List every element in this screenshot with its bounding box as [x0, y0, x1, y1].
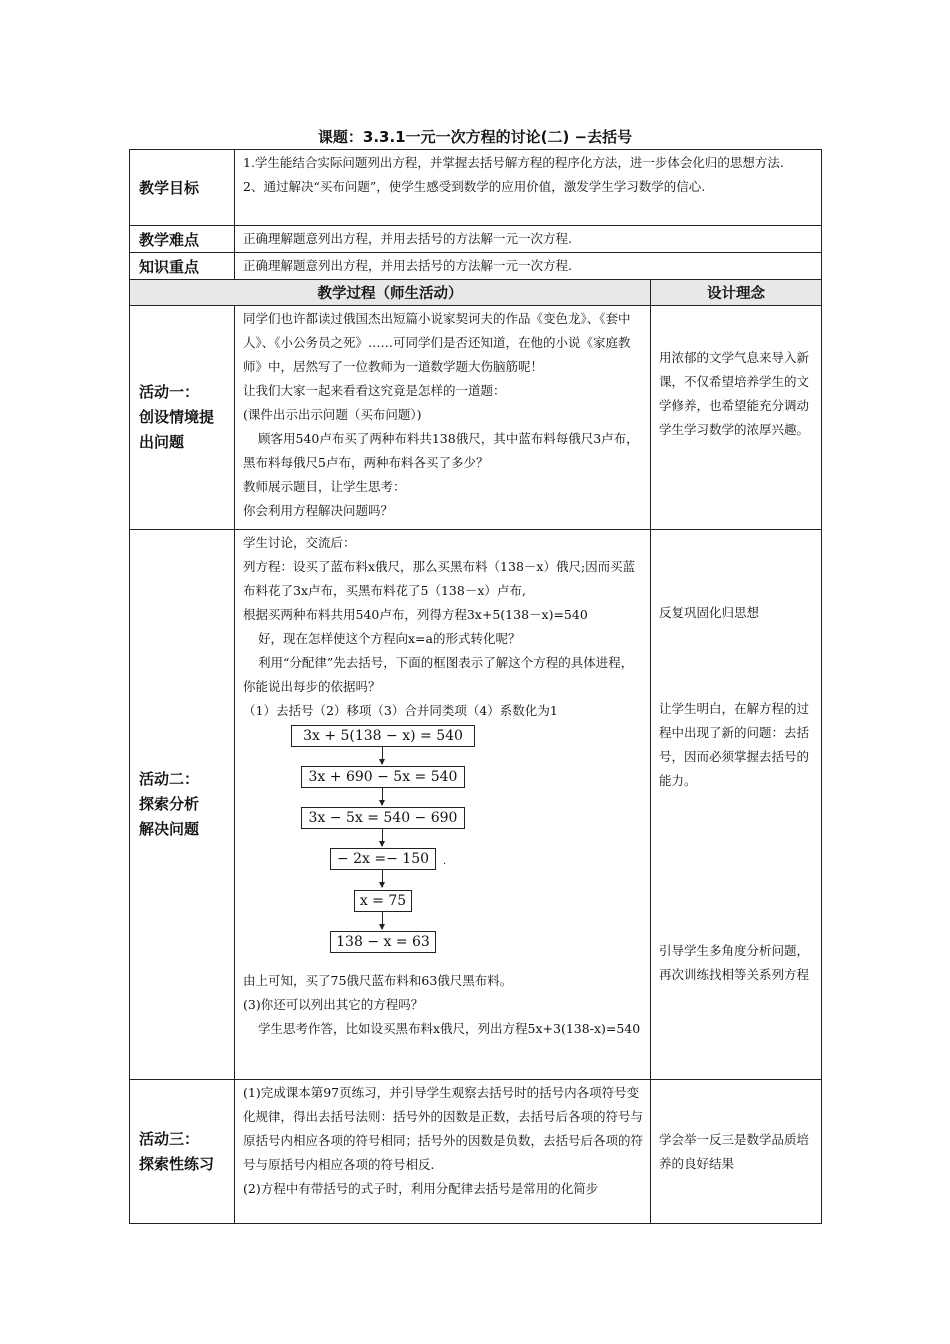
goals-line-1: 1.学生能结合实际问题列出方程，并掌握去括号解方程的程序化方法，进一步体会化归的思想方法. [243, 155, 784, 170]
goals-row [130, 150, 822, 226]
activity-2-after-1: 由上可知，买了75俄尺蓝布料和63俄尺黑布料。 [243, 973, 513, 988]
flow-step-3: 3x − 5x = 540 − 690 [301, 807, 465, 829]
activity-2-row [130, 530, 822, 1080]
activity-2-design-1: 反复巩固化归思想 [659, 605, 760, 620]
activity-2-label-line-3: 解决问题 [139, 820, 200, 838]
activity-1-design: 用浓郁的文学气息来导入新课，不仅希望培养学生的文学修养，也希望能充分调动学生学习数学的浓厚兴趣。 [651, 306, 822, 530]
process-header: 教学过程（师生活动） [130, 280, 651, 306]
flow-step-6: 138 − x = 63 [330, 931, 436, 953]
activity-1-line-4: 顾客用540卢布买了两种布料共138俄尺，其中蓝布料每俄尺3卢布，黑布料每俄尺5卢布，两种布料各买了多少？ [243, 431, 639, 470]
activity-2-after-2: (3)你还可以列出其它的方程吗？ [243, 997, 424, 1012]
activity-1-line-6: 你会利用方程解决问题吗？ [243, 503, 394, 518]
goals-content [235, 150, 822, 226]
flow-step-1: 3x + 5(138 − x) = 540 [291, 725, 475, 747]
activity-1-label-line-1: 活动一： [139, 383, 200, 401]
activity-2-design-3: 引导学生多角度分析问题，再次训练找相等关系列方程 [659, 943, 810, 982]
flow-step-5: x = 75 [354, 890, 412, 912]
activity-1-line-5: 教师展示题目，让学生思考： [243, 479, 406, 494]
activity-2-line-5: 利用“分配律”先去括号，下面的框图表示了解这个方程的具体进程，你能说出每步的依据吗？ [243, 655, 634, 694]
activity-2-line-3: 根据买两种布料共用540卢布，列得方程3x+5(138－x)=540 [243, 607, 588, 622]
flow-arrow-2 [382, 788, 383, 805]
flow-arrow-1 [382, 747, 383, 764]
activity-1-line-1: 同学们也许都读过俄国杰出短篇小说家契诃夫的作品《变色龙》、《套中人》、《小公务员之死》……可同学们是否还知道，在他的小说《家庭教师》中，居然写了一位教师为一道数学题大伤脑筋呢！ [243, 311, 631, 374]
activity-2-design-2: 让学生明白，在解方程的过程中出现了新的问题：去括号，因而必须掌握去括号的能力。 [659, 701, 810, 788]
activity-3-label-line-2: 探索性练习 [139, 1154, 215, 1173]
activity-2-label-line-2: 探索分析 [139, 795, 200, 813]
flow-step-2: 3x + 690 − 5x = 540 [301, 766, 465, 788]
activity-1-label [130, 306, 235, 530]
activity-2-label [130, 530, 235, 1080]
activity-3-label [130, 1080, 235, 1224]
activity-2-after-3: 学生思考作答，比如设买黑布料x俄尺，列出方程5x+3(138-x)=540 [258, 1021, 641, 1036]
activity-2-content [235, 530, 651, 1080]
activity-3-label-line-1: 活动三： [139, 1129, 200, 1148]
activity-2-line-1: 学生讨论，交流后： [243, 535, 356, 550]
flow-arrow-3 [382, 829, 383, 846]
activity-1-row [130, 306, 822, 530]
flow-arrow-5 [382, 912, 383, 929]
flow-step-4: − 2x =− 150 [330, 848, 436, 870]
flow-dot: · [443, 859, 447, 870]
key-point-label: 知识重点 [130, 253, 235, 280]
activity-3-line-2: (2)方程中有带括号的式子时，利用分配律去括号是常用的化简步 [243, 1181, 599, 1196]
key-point-row [130, 253, 822, 280]
activity-2-design [651, 530, 822, 1080]
solution-flowchart [243, 725, 644, 965]
goals-label: 教学目标 [130, 150, 235, 226]
difficulty-content: 正确理解题意列出方程，并用去括号的方法解一元一次方程. [235, 226, 822, 253]
activity-2-label-line-1: 活动二： [139, 770, 200, 788]
lesson-plan-table [129, 149, 822, 1224]
activity-3-content [235, 1080, 651, 1224]
key-point-content: 正确理解题意列出方程，并用去括号的方法解一元一次方程. [235, 253, 822, 280]
activity-1-line-2: 让我们大家一起来看看这究竟是怎样的一道题： [243, 383, 506, 398]
activity-3-design: 学会举一反三是数学品质培养的良好结果 [651, 1080, 822, 1224]
activity-1-content [235, 306, 651, 530]
flow-arrow-4 [382, 870, 383, 887]
activity-1-label-line-3: 出问题 [139, 433, 185, 451]
section-header-row [130, 280, 822, 306]
goals-line-2: 2、通过解决“买布问题”，使学生感受到数学的应用价值，激发学生学习数学的信心. [243, 179, 706, 194]
activity-2-line-6: （1）去括号（2）移项（3）合并同类项（4）系数化为1 [243, 703, 558, 718]
activity-1-label-line-2: 创设情境提 [139, 408, 215, 426]
difficulty-label: 教学难点 [130, 226, 235, 253]
design-header: 设计理念 [651, 280, 822, 306]
activity-2-line-2: 列方程：设买了蓝布料x俄尺，那么买黑布料（138－x）俄尺;因而买蓝布料花了3x卢布，买黑布料花了5（138－x）卢布, [243, 559, 636, 598]
difficulty-row [130, 226, 822, 253]
activity-1-line-3: (课件出示出示问题（买布问题）) [243, 407, 422, 422]
activity-3-row [130, 1080, 822, 1224]
page-title: 课题：3.3.1一元一次方程的讨论(二) −去括号 [317, 128, 633, 146]
activity-2-line-4: 好，现在怎样使这个方程向x=a的形式转化呢？ [258, 631, 521, 646]
activity-3-line-1: (1)完成课本第97页练习，并引导学生观察去括号时的括号内各项符号变化规律，得出去括号法则：括号外的因数是正数，去括号后各项的符号与原括号内相应各项的符号相同；括号外的因数是负数，去括号后各项的符号与原括号内相应各项的符号相反. [243, 1085, 644, 1172]
